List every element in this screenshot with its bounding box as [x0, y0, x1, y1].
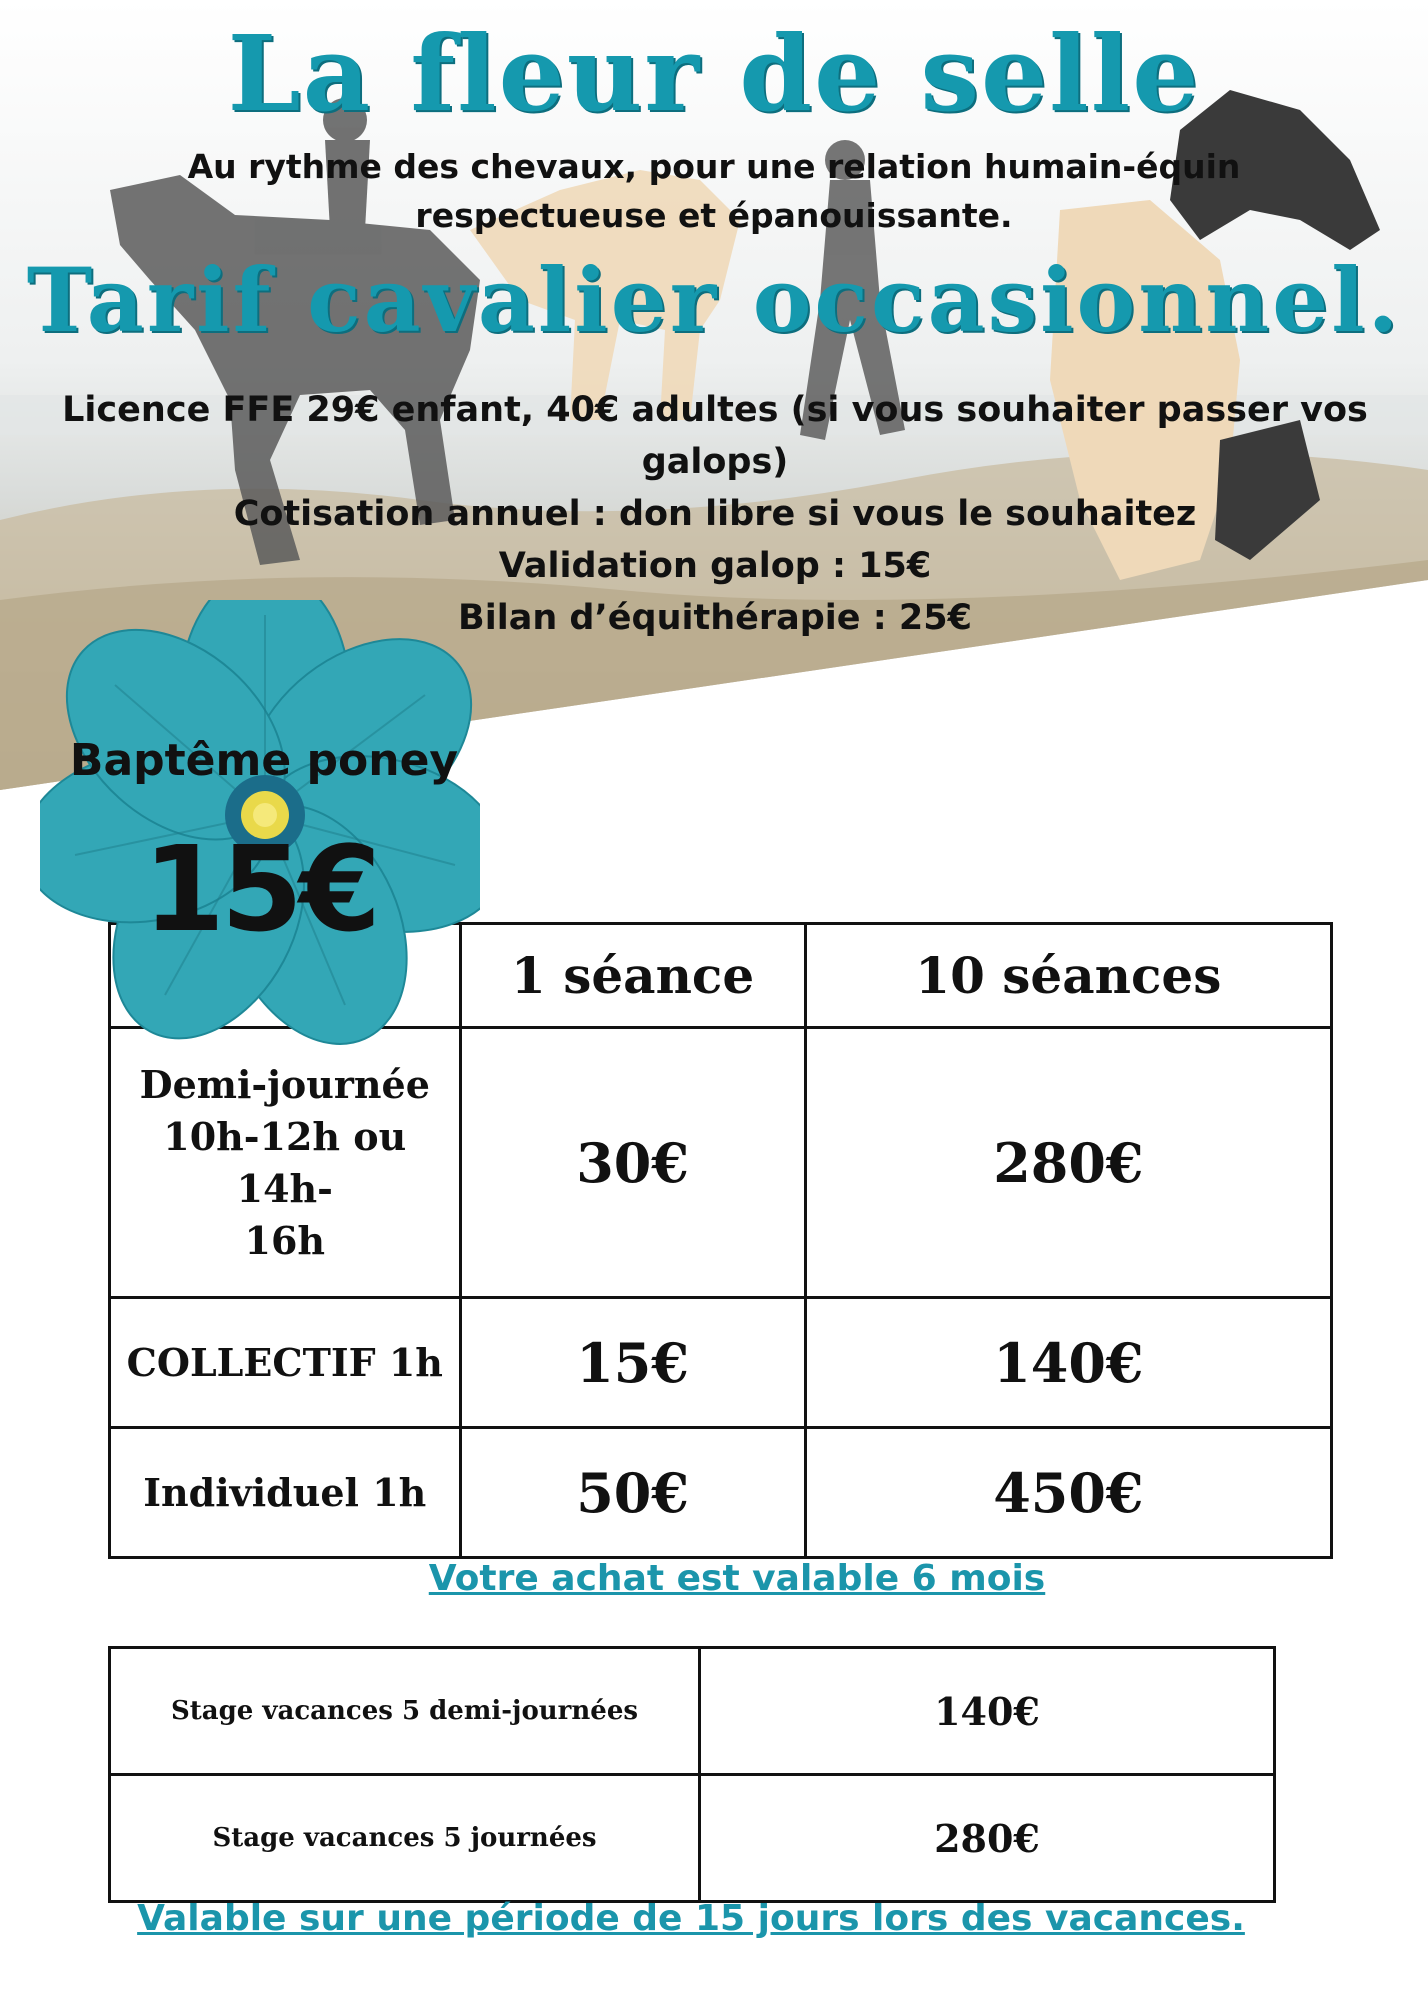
page-title: La fleur de selle [227, 12, 1201, 135]
price-cell: 30€ [460, 1028, 805, 1298]
row-label-demi-journee [110, 1028, 461, 1298]
table-row [110, 1648, 1275, 1775]
table-row [110, 1428, 1332, 1558]
licence-line-1: Licence FFE 29€ enfant, 40€ adultes (si vous souhaiter passer vos [62, 390, 1368, 430]
licence-line-2: galops) [641, 442, 789, 482]
row-label-individuel: Individuel 1h [110, 1428, 461, 1558]
validity-note: Votre achat est valable 6 mois [428, 1558, 1046, 1599]
table-row [110, 1028, 1332, 1298]
stages-price-table [108, 1646, 1276, 1903]
stage-price: 140€ [700, 1648, 1275, 1775]
price-cell: 280€ [805, 1028, 1331, 1298]
row-label-line: 10h-12h ou 14h- [163, 1113, 407, 1211]
column-header-1-seance: 1 séance [460, 924, 805, 1028]
column-header-10-seances: 10 séances [805, 924, 1331, 1028]
price-cell: 140€ [805, 1298, 1331, 1428]
bapteme-label: Baptême poney [69, 735, 459, 786]
stage-price: 280€ [700, 1775, 1275, 1902]
stage-label: Stage vacances 5 journées [110, 1775, 700, 1902]
table-row [110, 1775, 1275, 1902]
price-cell: 15€ [460, 1298, 805, 1428]
bilan-line: Bilan d’équithérapie : 25€ [458, 598, 972, 638]
subtitle-line-1: Au rythme des chevaux, pour une relation humain-équin [187, 147, 1241, 186]
subtitle [150, 142, 1278, 240]
validation-galop-line: Validation galop : 15€ [498, 546, 932, 586]
price-cell: 450€ [805, 1428, 1331, 1558]
stage-label: Stage vacances 5 demi-journées [110, 1648, 700, 1775]
table-row [110, 1298, 1332, 1428]
row-label-line: Demi-journée [139, 1061, 430, 1107]
row-label-collectif: COLLECTIF 1h [110, 1298, 461, 1428]
period-note: Valable sur une période de 15 jours lors des vacances. [137, 1898, 1245, 1939]
subtitle-line-2: respectueuse et épanouissante. [415, 196, 1013, 235]
row-label-line: 16h [244, 1217, 326, 1263]
tarif-heading: Tarif cavalier occasionnel. [26, 248, 1402, 352]
bapteme-price: 15€ [142, 820, 378, 958]
cotisation-line: Cotisation annuel : don libre si vous le souhaitez [233, 494, 1197, 534]
price-cell: 50€ [460, 1428, 805, 1558]
